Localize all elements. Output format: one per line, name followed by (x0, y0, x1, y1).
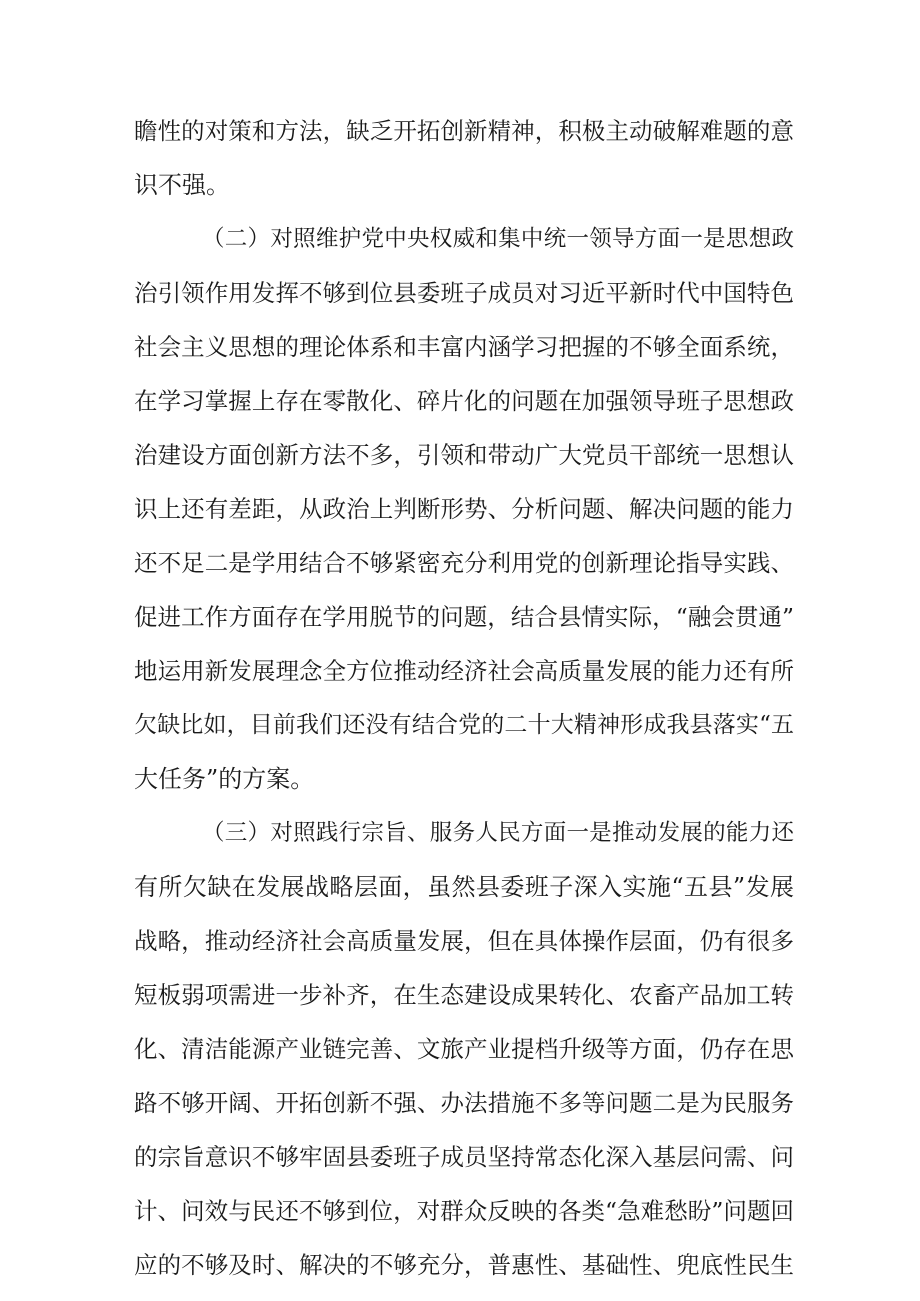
text-line: 短板弱项需进一步补齐，在生态建设成果转化、农畜产品加工转 (134, 981, 794, 1009)
text-line: 地运用新发展理念全方位推动经济社会高质量发展的能力还有所 (134, 657, 794, 685)
text-line: 社会主义思想的理论体系和丰富内涵学习把握的不够全面系统， (134, 333, 794, 361)
text-line: 路不够开阔、开拓创新不强、办法措施不多等问题二是为民服务 (134, 1089, 794, 1117)
text-line: 应的不够及时、解决的不够充分，普惠性、基础性、兜底性民生 (134, 1251, 794, 1279)
text-line: 欠缺比如，目前我们还没有结合党的二十大精神形成我县落实“五 (134, 712, 794, 738)
text-line: 战略，推动经济社会高质量发展，但在具体操作层面，仍有很多 (134, 927, 794, 955)
section-heading-line: （二）对照维护党中央权威和集中统一领导方面一是思想政 (202, 226, 794, 252)
text-line: 化、清洁能源产业链完善、文旅产业提档升级等方面，仍存在思 (134, 1035, 794, 1063)
text-line: 在学习掌握上存在零散化、碎片化的问题在加强领导班子思想政 (134, 387, 794, 415)
text-line: 治建设方面创新方法不多，引领和带动广大党员干部统一思想认 (134, 441, 794, 469)
text-line: 促进工作方面存在学用脱节的问题，结合县情实际，“融会贯通” (134, 603, 794, 631)
section-heading-line: （三）对照践行宗旨、服务人民方面一是推动发展的能力还 (202, 820, 794, 846)
text-line: 的宗旨意识不够牢固县委班子成员坚持常态化深入基层问需、问 (134, 1143, 794, 1171)
text-line: 计、问效与民还不够到位，对群众反映的各类“急难愁盼”问题回 (134, 1197, 794, 1225)
text-line: 有所欠缺在发展战略层面，虽然县委班子深入实施“五县”发展 (134, 873, 794, 901)
text-line: 大任务”的方案。 (134, 765, 315, 793)
text-line: 识不强。 (134, 171, 230, 199)
text-line: 还不足二是学用结合不够紧密充分利用党的创新理论指导实践、 (134, 549, 794, 577)
text-line: 瞻性的对策和方法，缺乏开拓创新精神，积极主动破解难题的意 (134, 117, 794, 145)
text-line: 治引领作用发挥不够到位县委班子成员对习近平新时代中国特色 (134, 279, 794, 307)
text-line: 识上还有差距，从政治上判断形势、分析问题、解决问题的能力 (134, 495, 794, 523)
document-body (134, 104, 794, 1292)
